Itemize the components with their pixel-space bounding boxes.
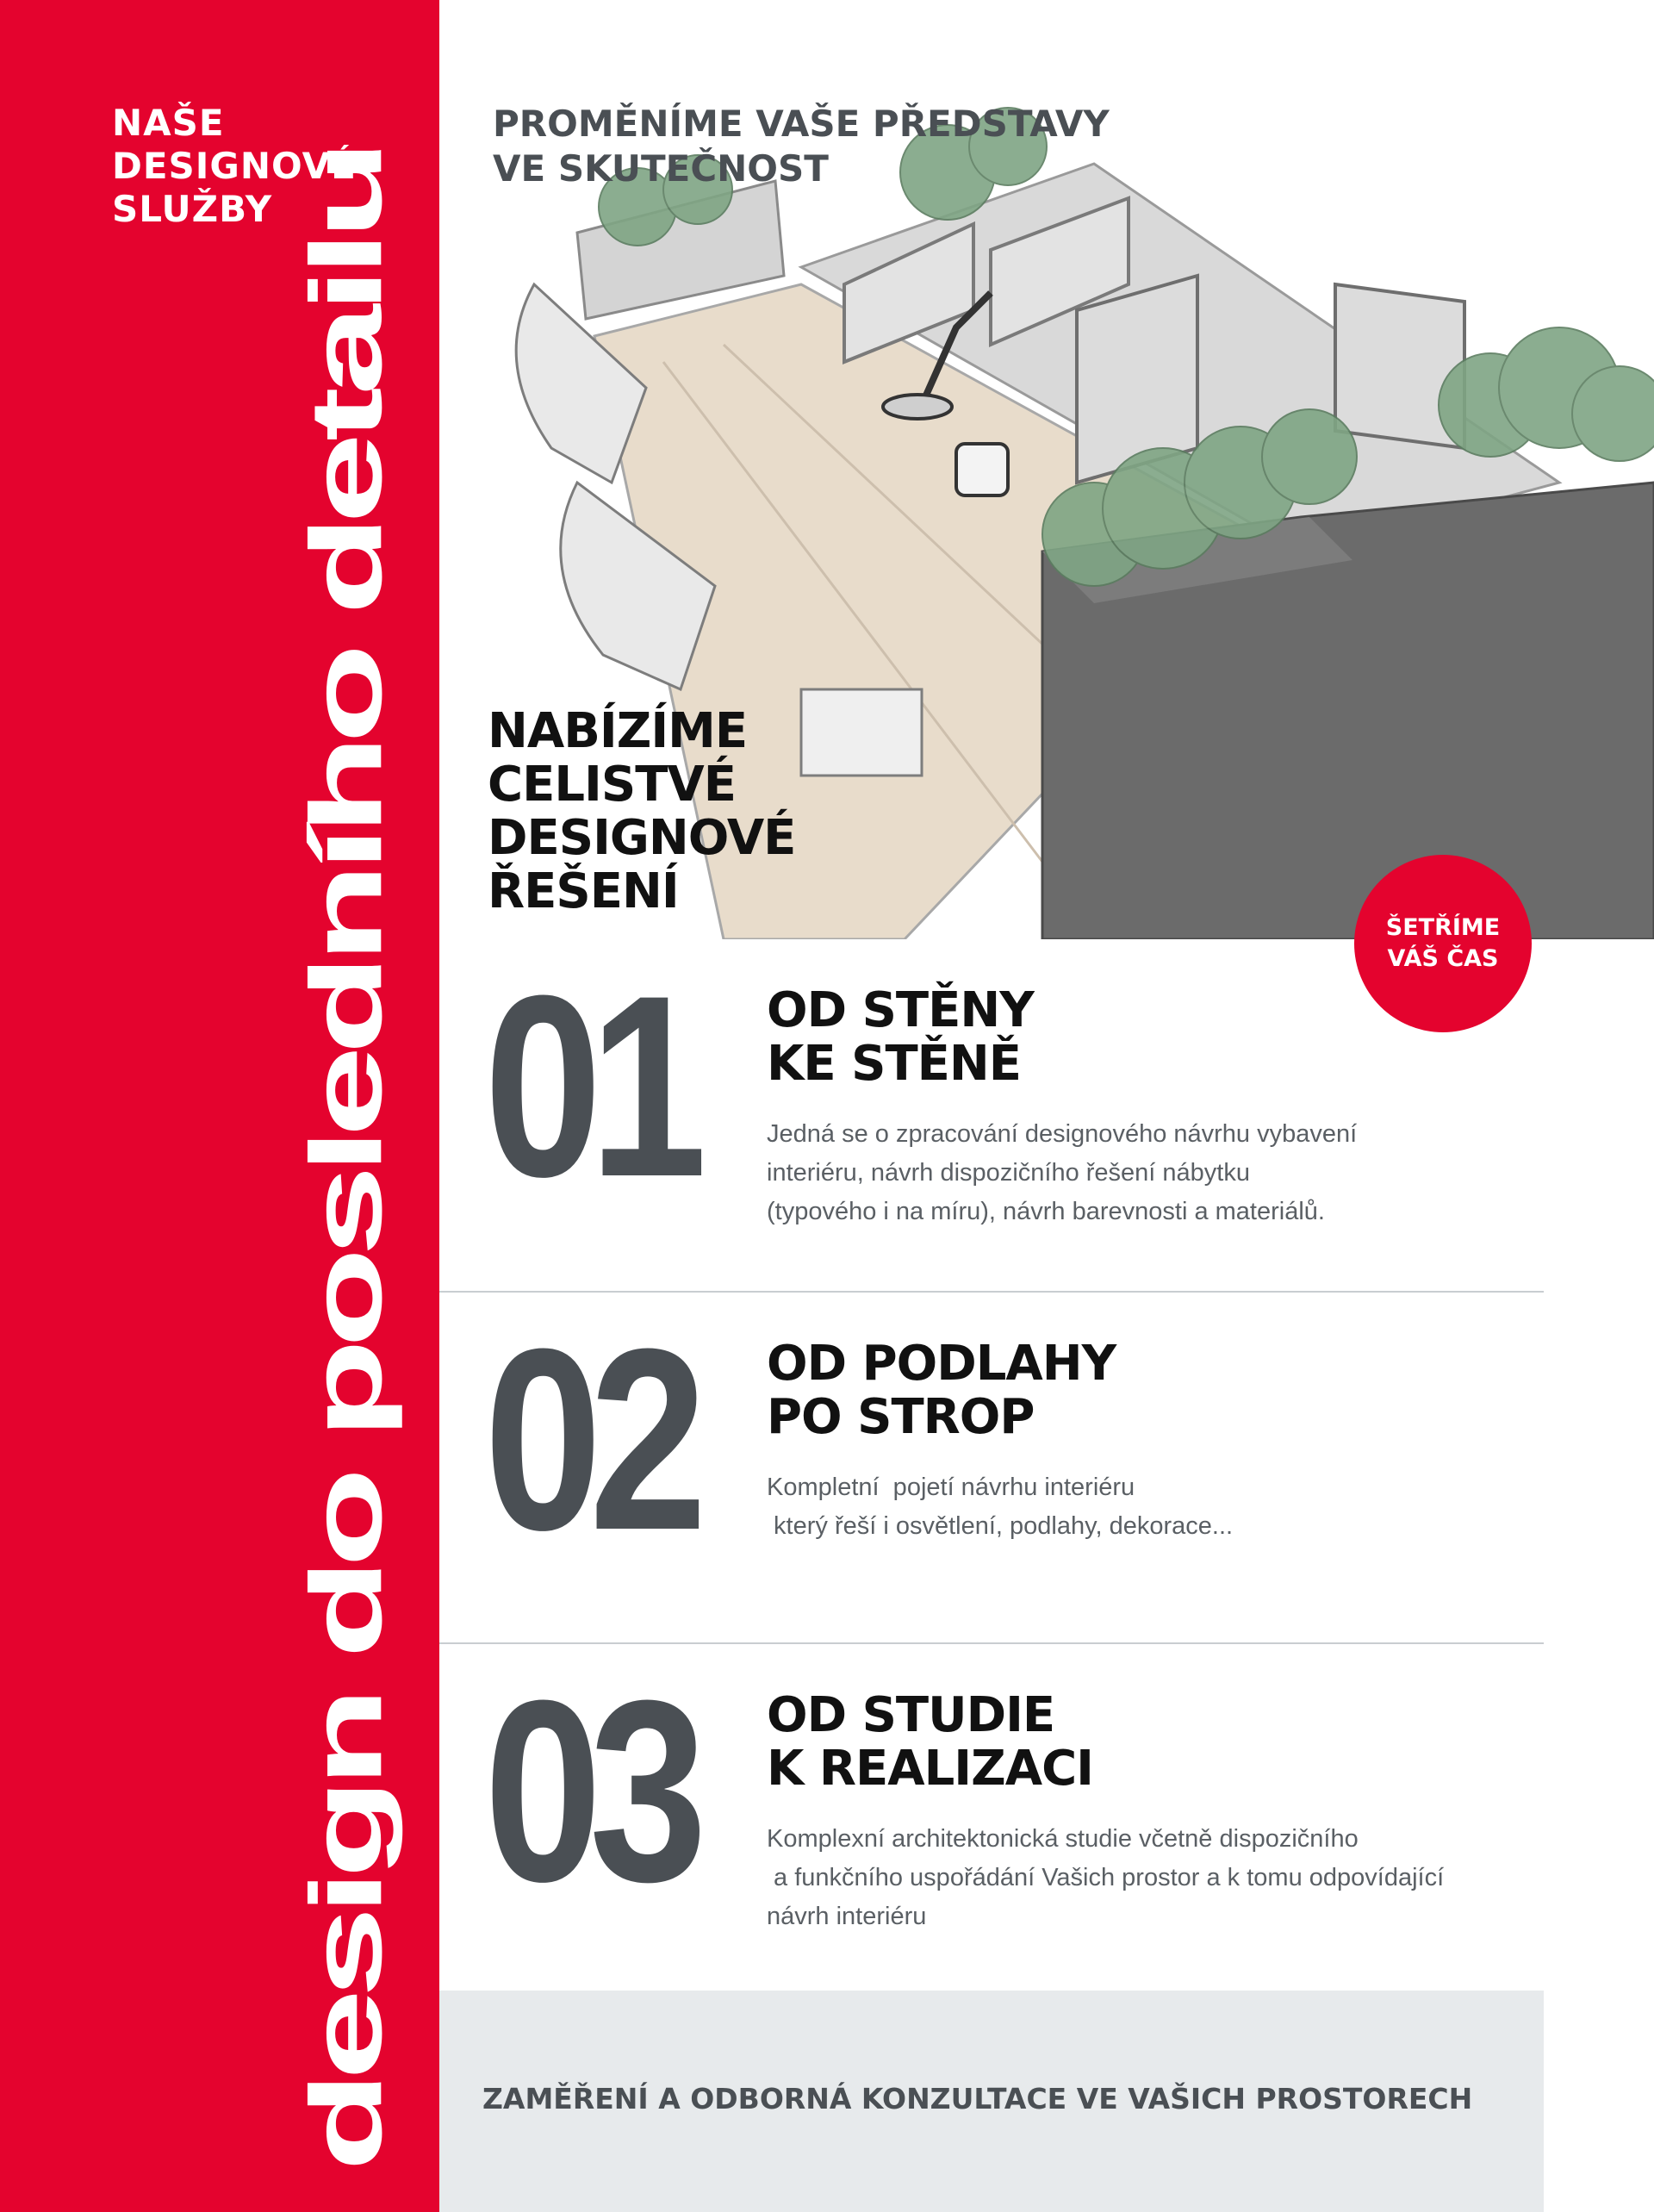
offer-heading: NABÍZÍME CELISTVÉ DESIGNOVÉ ŘEŠENÍ (488, 703, 796, 919)
service-title: OD PODLAHY PO STROP (767, 1336, 1116, 1445)
footer-text: ZAMĚŘENÍ A ODBORNÁ KONZULTACE VE VAŠICH PROSTORECH (482, 2082, 1473, 2115)
service-description: Jedná se o zpracování designového návrhu vybavení interiéru, návrh dispozičního řešení nábytku (typového i na míru), návrh barevnosti a materiálů. (767, 1120, 1358, 1225)
service-description: Kompletní pojetí návrhu interiéru který řeší i osvětlení, podlahy, dekorace... (767, 1474, 1234, 1540)
sidebar-heading: NAŠE DESIGNOVÉ SLUŽBY (112, 102, 357, 230)
footer-band (439, 1991, 1544, 2212)
service-number: 01 (484, 941, 695, 1231)
top-heading: PROMĚNÍME VAŠE PŘEDSTAVY VE SKUTEČNOST (493, 103, 1110, 190)
vertical-slogan: design do posledního detailu (289, 147, 403, 2171)
sidebar (0, 0, 439, 2212)
service-number: 03 (484, 1646, 695, 1935)
service-number: 02 (484, 1294, 695, 1584)
service-item (439, 1644, 1544, 1996)
service-item (439, 1293, 1544, 1644)
service-title: OD STĚNY KE STĚNĚ (767, 982, 1034, 1092)
service-description: Komplexní architektonická studie včetně dispozičního a funkčního uspořádání Vašich prostor a k tomu odpovídající návrh interiéru (767, 1825, 1445, 1930)
service-item (439, 939, 1544, 1291)
service-title: OD STUDIE K REALIZACI (767, 1687, 1094, 1797)
save-time-badge: ŠETŘÍME VÁŠ ČAS (1354, 855, 1532, 1032)
